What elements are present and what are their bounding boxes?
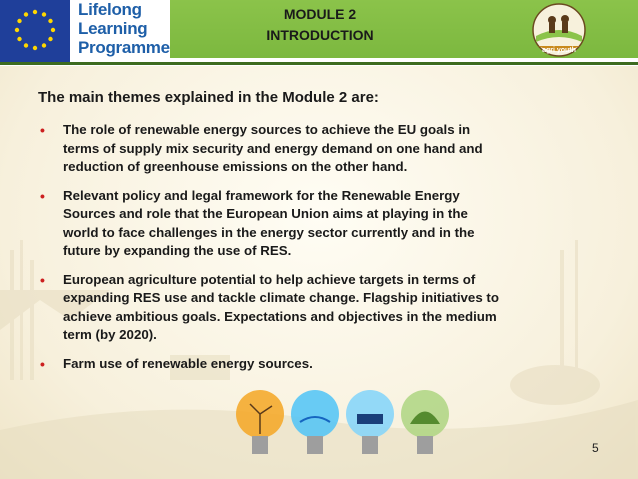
list-item bbox=[38, 121, 598, 177]
list-item bbox=[38, 271, 598, 345]
bulb-solar-icon bbox=[346, 390, 394, 454]
page-number: 5 bbox=[592, 441, 599, 455]
bullet-text-line: future by expanding the use of RES. bbox=[63, 243, 292, 258]
bullet-text-line: Relevant policy and legal framework for the Renewable Energy bbox=[63, 187, 460, 203]
header bbox=[0, 0, 638, 66]
bullet-text-line: Farm use of renewable energy sources. bbox=[63, 355, 313, 371]
bullet-text-line: achieve ambitious goals. Expectations and objectives in the medium bbox=[63, 308, 497, 324]
bulb-wind-icon bbox=[236, 390, 284, 454]
module-subtitle: INTRODUCTION bbox=[266, 27, 374, 43]
llp-line-1: Lifelong bbox=[78, 0, 142, 19]
bullet-text-line: world to face challenges in the energy sector currently and in the bbox=[63, 224, 475, 240]
logo-text: agri youth bbox=[542, 47, 576, 54]
bulb-hydro-icon bbox=[291, 390, 339, 454]
agri-youth-logo-icon bbox=[530, 2, 588, 58]
header-divider bbox=[0, 62, 638, 65]
bullet-text-line: European agriculture potential to help achieve targets in terms of bbox=[63, 271, 476, 287]
bullet-text-line: The role of renewable energy sources to achieve the EU goals in bbox=[63, 122, 471, 137]
bullet-text-line: Sources and role that the European Union aims at playing in the bbox=[63, 206, 468, 221]
bullet-text-line: term (by 2020). bbox=[63, 327, 157, 342]
themes-list bbox=[38, 121, 598, 383]
bulb-biomass-icon bbox=[401, 390, 449, 454]
lifelong-learning-programme-logo bbox=[70, 0, 170, 62]
bullet-text-line: expanding RES use and tackle climate change. Flagship initiatives to bbox=[63, 290, 499, 305]
eu-flag-icon bbox=[0, 0, 70, 62]
bullet-text-line: reduction of greenhouse emissions on the other hand. bbox=[63, 159, 408, 174]
list-item bbox=[38, 355, 598, 374]
intro-heading: The main themes explained in the Module 2 are: bbox=[38, 89, 379, 106]
llp-line-2: Learning bbox=[78, 19, 148, 38]
bullet-icon: • bbox=[40, 271, 45, 288]
bullet-icon: • bbox=[40, 122, 45, 138]
bullet-text-line: terms of supply mix security and energy demand on one hand and bbox=[63, 140, 483, 156]
llp-line-3: Programme bbox=[78, 38, 170, 57]
bullet-icon: • bbox=[40, 355, 45, 372]
module-title: MODULE 2 bbox=[283, 6, 357, 22]
list-item bbox=[38, 187, 598, 261]
renewable-energy-bulbs-illustration bbox=[230, 384, 460, 474]
bullet-icon: • bbox=[40, 187, 45, 204]
